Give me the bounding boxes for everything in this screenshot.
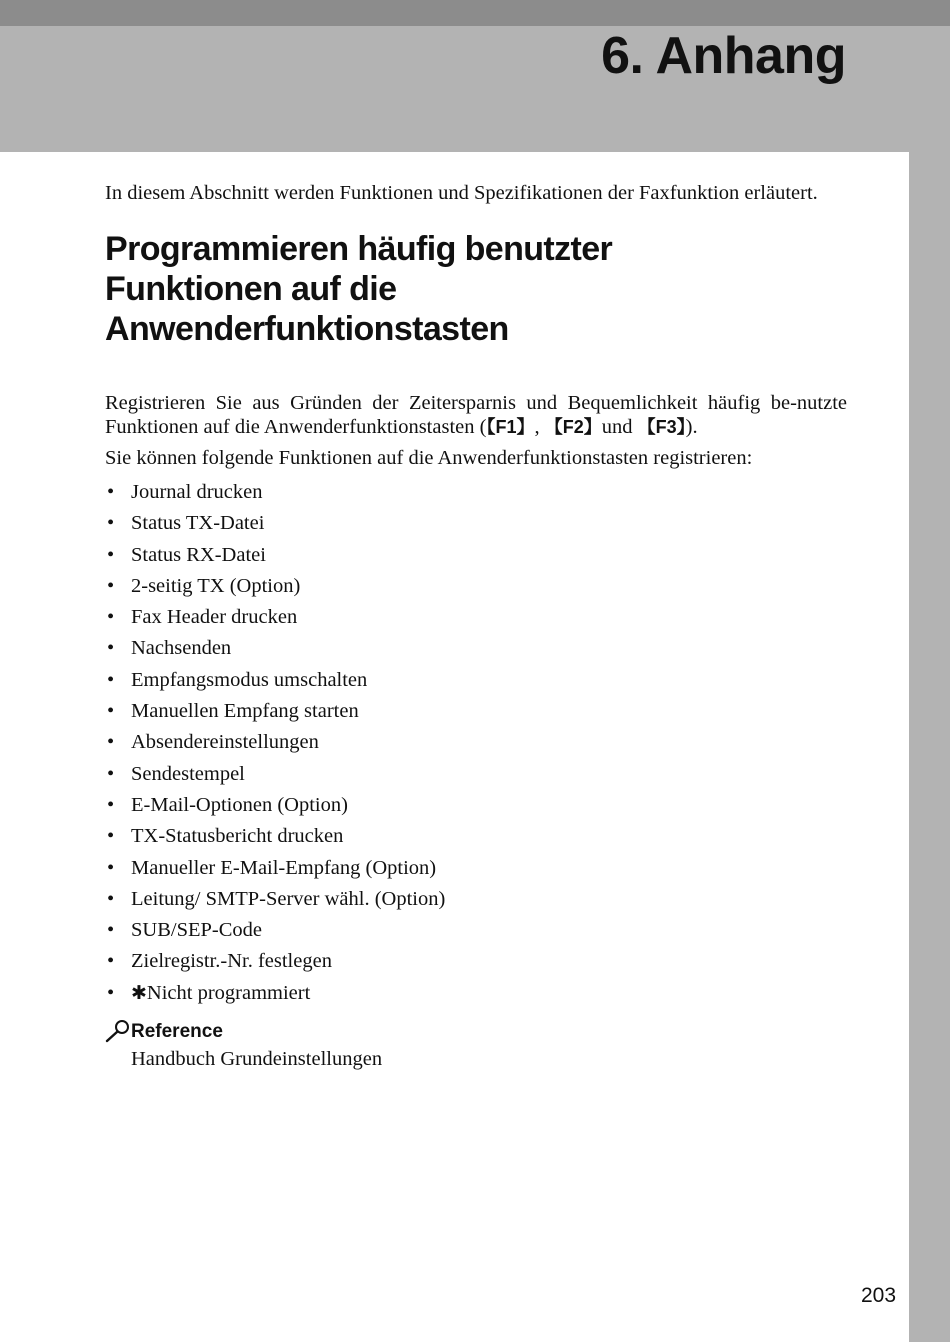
key-separator-comma: , xyxy=(534,416,545,438)
list-item-text: Sendestempel xyxy=(131,762,245,785)
list-item xyxy=(105,884,847,915)
list-item xyxy=(105,696,847,727)
list-item-text: Status RX-Datei xyxy=(131,543,266,566)
bullet: • xyxy=(107,512,115,535)
page-content xyxy=(105,181,847,1073)
description-end: ). xyxy=(685,416,698,438)
list-item xyxy=(105,571,847,602)
list-item xyxy=(105,477,847,508)
list-item xyxy=(105,853,847,884)
section-title-line-2: Funktionen auf die xyxy=(105,270,397,308)
key-f3: 【F3】 xyxy=(637,417,686,437)
key-separator-und: und xyxy=(601,416,638,438)
list-item-text: Zielregistr.-Nr. festlegen xyxy=(131,950,332,973)
list-item-text: Absendereinstellungen xyxy=(131,731,319,754)
bullet: • xyxy=(107,606,115,629)
list-item-text: TX-Statusbericht drucken xyxy=(131,825,344,848)
top-strip xyxy=(0,0,950,26)
list-item-text: 2-seitig TX (Option) xyxy=(131,574,301,597)
bullet: • xyxy=(107,981,115,1004)
list-item xyxy=(105,915,847,946)
page-number: 203 xyxy=(861,1284,897,1307)
list-item-text: SUB/SEP-Code xyxy=(131,919,262,942)
function-list xyxy=(105,477,847,1009)
side-bar xyxy=(909,152,950,1342)
list-item-text: Manueller E-Mail-Empfang (Option) xyxy=(131,856,437,879)
list-item xyxy=(105,759,847,790)
bullet: • xyxy=(107,919,115,942)
list-item-not-programmed xyxy=(105,978,847,1009)
list-item xyxy=(105,946,847,977)
section-title-line-1: Programmieren häufig benutzter xyxy=(105,230,613,268)
intro-paragraph: In diesem Abschnitt werden Funktionen und Spezifikationen der Faxfunktion erläutert. xyxy=(105,182,818,204)
list-item xyxy=(105,821,847,852)
bullet: • xyxy=(107,887,115,910)
list-item-text: Nachsenden xyxy=(131,637,232,660)
list-item-text: E-Mail-Optionen (Option) xyxy=(131,793,348,816)
list-item xyxy=(105,665,847,696)
bullet: • xyxy=(107,700,115,723)
bullet: • xyxy=(107,637,115,660)
list-item-text: Manuellen Empfang starten xyxy=(131,700,359,723)
list-item xyxy=(105,790,847,821)
list-item-text: Status TX-Datei xyxy=(131,512,265,535)
list-item xyxy=(105,633,847,664)
list-item-text: Fax Header drucken xyxy=(131,606,298,629)
bullet: • xyxy=(107,762,115,785)
bullet: • xyxy=(107,543,115,566)
list-item xyxy=(105,727,847,758)
section-title-line-3: Anwenderfunktionstasten xyxy=(105,310,509,348)
bullet: • xyxy=(107,825,115,848)
reference-text: Handbuch Grundeinstellungen xyxy=(131,1048,383,1071)
list-item xyxy=(105,540,847,571)
bullet: • xyxy=(107,950,115,973)
description-text: Registrieren Sie aus Gründen der Zeitersparnis und Bequemlichkeit häufig be-nutzte Funktionen auf die Anwenderfunktionstasten ( xyxy=(105,392,847,438)
bullet: • xyxy=(107,574,115,597)
bullet: • xyxy=(107,731,115,754)
description-paragraph xyxy=(105,391,847,439)
list-item xyxy=(105,602,847,633)
list-intro-paragraph: Sie können folgende Funktionen auf die Anwenderfunktionstasten registrieren: xyxy=(105,447,753,469)
star-icon: ✱ xyxy=(131,981,147,1004)
list-item-text: Nicht programmiert xyxy=(146,981,311,1004)
list-item xyxy=(105,508,847,539)
list-item-text: Journal drucken xyxy=(131,481,263,503)
list-item-text: Leitung/ SMTP-Server wähl. (Option) xyxy=(131,887,446,910)
bullet: • xyxy=(107,856,115,879)
bullet: • xyxy=(107,793,115,816)
section-title xyxy=(105,229,847,349)
bullet: • xyxy=(107,481,115,503)
key-f2: 【F2】 xyxy=(544,417,602,437)
magnifier-icon xyxy=(105,1019,131,1043)
bullet: • xyxy=(107,668,115,691)
reference-block xyxy=(105,1019,847,1073)
reference-label: Reference xyxy=(131,1021,223,1043)
list-item-text: Empfangsmodus umschalten xyxy=(131,668,368,691)
chapter-title: 6. Anhang xyxy=(601,27,846,85)
key-f1: 【F1】 xyxy=(486,417,535,437)
